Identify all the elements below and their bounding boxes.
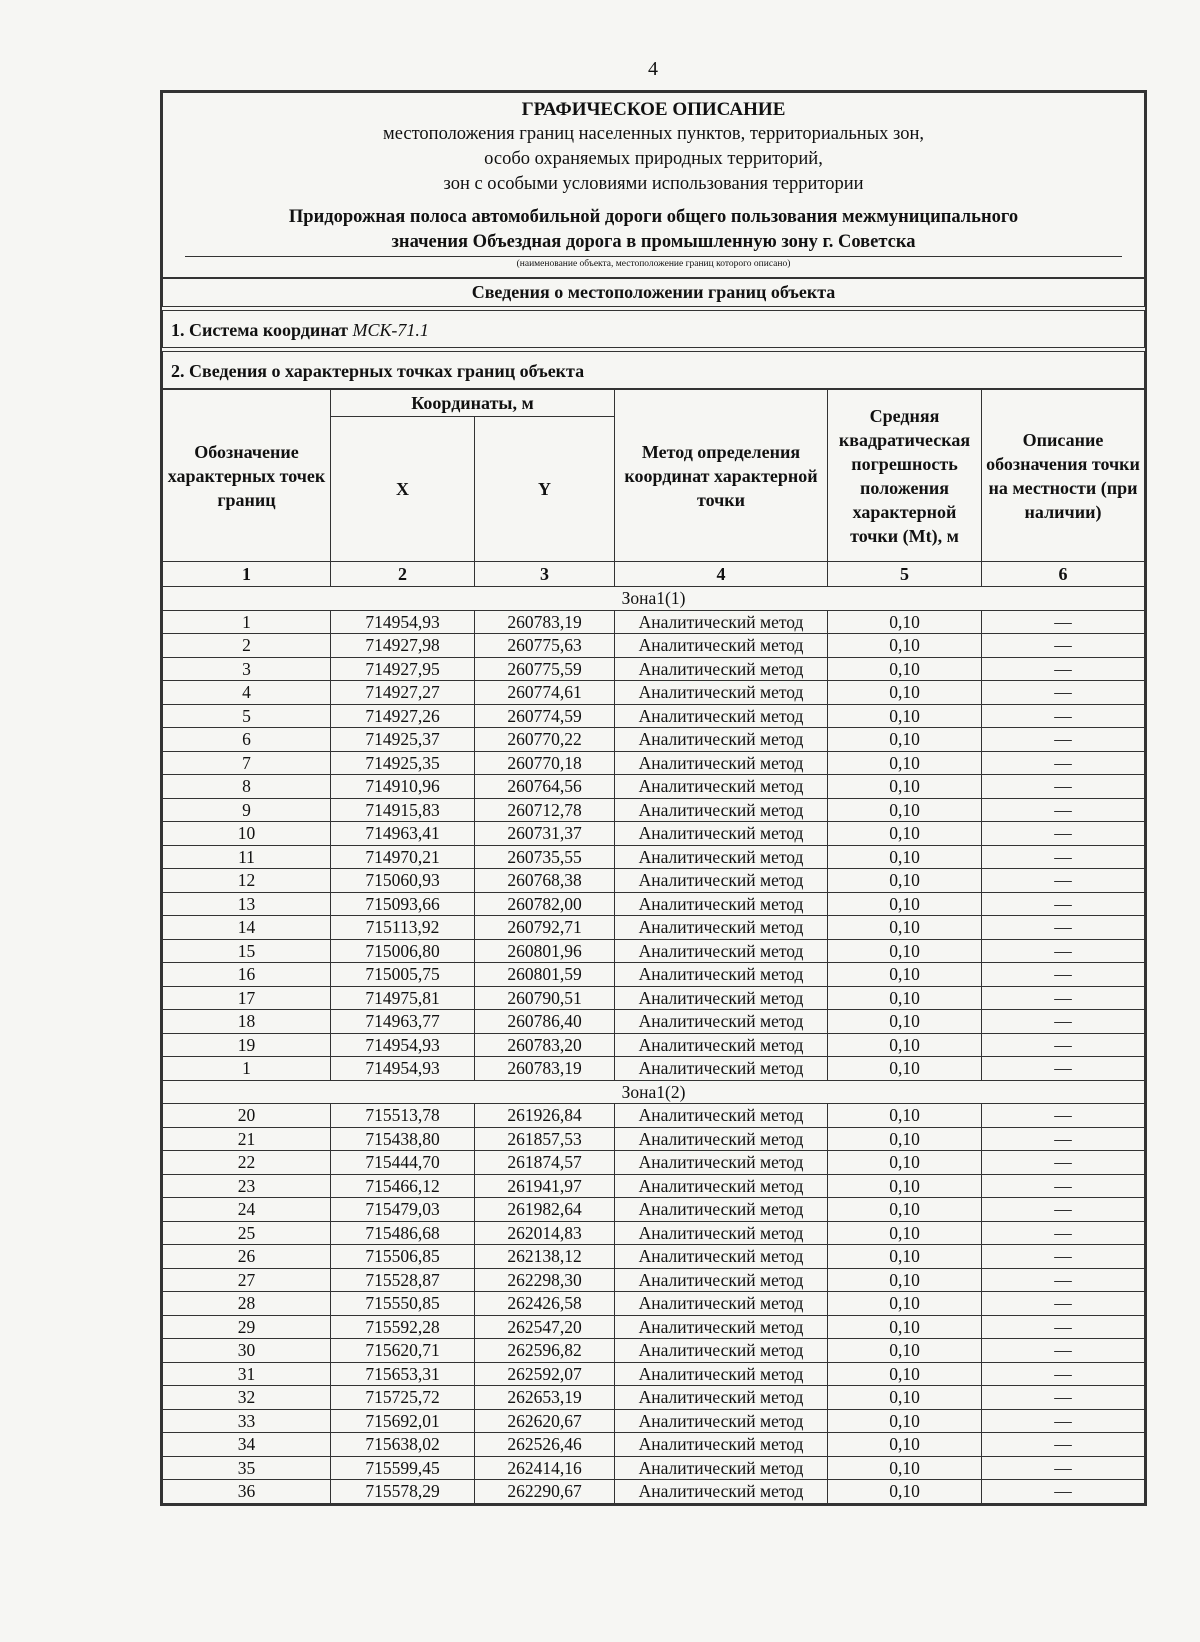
point-id-cell: 25 <box>163 1221 331 1245</box>
x-coordinate-cell: 715093,66 <box>331 892 475 916</box>
y-coordinate-cell: 260770,22 <box>475 728 615 752</box>
description-cell: — <box>982 845 1145 869</box>
header-description: Описание обозначения точки на местности (при наличии) <box>982 390 1145 562</box>
zone-row <box>163 587 1145 611</box>
y-coordinate-cell: 261941,97 <box>475 1174 615 1198</box>
accuracy-cell: 0,10 <box>828 963 982 987</box>
point-id-cell: 13 <box>163 892 331 916</box>
x-coordinate-cell: 715479,03 <box>331 1198 475 1222</box>
x-coordinate-cell: 715506,85 <box>331 1245 475 1269</box>
table-row <box>163 892 1145 916</box>
table-row <box>163 775 1145 799</box>
description-cell: — <box>982 1221 1145 1245</box>
method-cell: Аналитический метод <box>615 1362 828 1386</box>
method-cell: Аналитический метод <box>615 1292 828 1316</box>
table-row <box>163 1057 1145 1081</box>
accuracy-cell: 0,10 <box>828 1033 982 1057</box>
accuracy-cell: 0,10 <box>828 892 982 916</box>
point-id-cell: 31 <box>163 1362 331 1386</box>
table-row <box>163 1409 1145 1433</box>
x-coordinate-cell: 714954,93 <box>331 1057 475 1081</box>
description-cell: — <box>982 1174 1145 1198</box>
table-row <box>163 1480 1145 1504</box>
accuracy-cell: 0,10 <box>828 869 982 893</box>
table-row <box>163 1127 1145 1151</box>
x-coordinate-cell: 714910,96 <box>331 775 475 799</box>
y-coordinate-cell: 261926,84 <box>475 1104 615 1128</box>
accuracy-cell: 0,10 <box>828 845 982 869</box>
x-coordinate-cell: 715113,92 <box>331 916 475 940</box>
description-cell: — <box>982 681 1145 705</box>
accuracy-cell: 0,10 <box>828 1386 982 1410</box>
table-row <box>163 728 1145 752</box>
point-id-cell: 1 <box>163 1057 331 1081</box>
header-x: X <box>331 417 475 562</box>
coordinate-system-label: 1. Система координат <box>171 320 348 340</box>
table-row <box>163 986 1145 1010</box>
method-cell: Аналитический метод <box>615 1315 828 1339</box>
x-coordinate-cell: 715599,45 <box>331 1456 475 1480</box>
description-cell: — <box>982 1456 1145 1480</box>
y-coordinate-cell: 262298,30 <box>475 1268 615 1292</box>
point-id-cell: 14 <box>163 916 331 940</box>
method-cell: Аналитический метод <box>615 1033 828 1057</box>
description-cell: — <box>982 822 1145 846</box>
column-number: 2 <box>331 562 475 587</box>
accuracy-cell: 0,10 <box>828 1362 982 1386</box>
y-coordinate-cell: 260786,40 <box>475 1010 615 1034</box>
method-cell: Аналитический метод <box>615 704 828 728</box>
method-cell: Аналитический метод <box>615 1010 828 1034</box>
x-coordinate-cell: 714925,35 <box>331 751 475 775</box>
description-cell: — <box>982 939 1145 963</box>
point-id-cell: 7 <box>163 751 331 775</box>
description-cell: — <box>982 892 1145 916</box>
zone-label: Зона1(1) <box>163 587 1145 611</box>
x-coordinate-cell: 715638,02 <box>331 1433 475 1457</box>
method-cell: Аналитический метод <box>615 728 828 752</box>
table-row <box>163 916 1145 940</box>
y-coordinate-cell: 260801,59 <box>475 963 615 987</box>
description-cell: — <box>982 963 1145 987</box>
point-id-cell: 9 <box>163 798 331 822</box>
y-coordinate-cell: 260783,20 <box>475 1033 615 1057</box>
accuracy-cell: 0,10 <box>828 1480 982 1504</box>
y-coordinate-cell: 262014,83 <box>475 1221 615 1245</box>
description-cell: — <box>982 1315 1145 1339</box>
x-coordinate-cell: 715438,80 <box>331 1127 475 1151</box>
method-cell: Аналитический метод <box>615 892 828 916</box>
column-number-row <box>163 562 1145 587</box>
section-title: Сведения о местоположении границ объекта <box>162 278 1145 307</box>
accuracy-cell: 0,10 <box>828 1315 982 1339</box>
description-cell: — <box>982 1245 1145 1269</box>
table-row <box>163 869 1145 893</box>
point-id-cell: 28 <box>163 1292 331 1316</box>
y-coordinate-cell: 260801,96 <box>475 939 615 963</box>
table-row <box>163 963 1145 987</box>
document-header <box>162 92 1145 278</box>
accuracy-cell: 0,10 <box>828 728 982 752</box>
table-row <box>163 1456 1145 1480</box>
table-row <box>163 1198 1145 1222</box>
x-coordinate-cell: 715578,29 <box>331 1480 475 1504</box>
zone-label: Зона1(2) <box>163 1080 1145 1104</box>
method-cell: Аналитический метод <box>615 1480 828 1504</box>
method-cell: Аналитический метод <box>615 1104 828 1128</box>
method-cell: Аналитический метод <box>615 1174 828 1198</box>
y-coordinate-cell: 260770,18 <box>475 751 615 775</box>
accuracy-cell: 0,10 <box>828 1127 982 1151</box>
method-cell: Аналитический метод <box>615 1057 828 1081</box>
description-cell: — <box>982 657 1145 681</box>
table-row <box>163 1362 1145 1386</box>
method-cell: Аналитический метод <box>615 869 828 893</box>
column-number: 4 <box>615 562 828 587</box>
y-coordinate-cell: 260774,61 <box>475 681 615 705</box>
table-row <box>163 1221 1145 1245</box>
accuracy-cell: 0,10 <box>828 775 982 799</box>
document-frame <box>160 90 1147 1506</box>
table-row <box>163 1151 1145 1175</box>
accuracy-cell: 0,10 <box>828 1456 982 1480</box>
method-cell: Аналитический метод <box>615 634 828 658</box>
method-cell: Аналитический метод <box>615 1221 828 1245</box>
y-coordinate-cell: 260775,59 <box>475 657 615 681</box>
method-cell: Аналитический метод <box>615 916 828 940</box>
method-cell: Аналитический метод <box>615 1409 828 1433</box>
x-coordinate-cell: 714963,77 <box>331 1010 475 1034</box>
description-cell: — <box>982 1127 1145 1151</box>
description-cell: — <box>982 1362 1145 1386</box>
accuracy-cell: 0,10 <box>828 634 982 658</box>
x-coordinate-cell: 714954,93 <box>331 1033 475 1057</box>
table-row <box>163 681 1145 705</box>
description-cell: — <box>982 1268 1145 1292</box>
x-coordinate-cell: 715620,71 <box>331 1339 475 1363</box>
page-number: 4 <box>648 58 658 80</box>
method-cell: Аналитический метод <box>615 775 828 799</box>
method-cell: Аналитический метод <box>615 1456 828 1480</box>
method-cell: Аналитический метод <box>615 751 828 775</box>
x-coordinate-cell: 715592,28 <box>331 1315 475 1339</box>
description-cell: — <box>982 1057 1145 1081</box>
description-cell: — <box>982 1151 1145 1175</box>
column-number: 5 <box>828 562 982 587</box>
y-coordinate-cell: 262138,12 <box>475 1245 615 1269</box>
coordinate-system <box>162 310 1145 348</box>
x-coordinate-cell: 714963,41 <box>331 822 475 846</box>
accuracy-cell: 0,10 <box>828 1339 982 1363</box>
accuracy-cell: 0,10 <box>828 681 982 705</box>
point-id-cell: 11 <box>163 845 331 869</box>
x-coordinate-cell: 715550,85 <box>331 1292 475 1316</box>
y-coordinate-cell: 262414,16 <box>475 1456 615 1480</box>
x-coordinate-cell: 715528,87 <box>331 1268 475 1292</box>
table-row <box>163 751 1145 775</box>
method-cell: Аналитический метод <box>615 798 828 822</box>
point-id-cell: 8 <box>163 775 331 799</box>
point-id-cell: 1 <box>163 610 331 634</box>
x-coordinate-cell: 714954,93 <box>331 610 475 634</box>
y-coordinate-cell: 260792,71 <box>475 916 615 940</box>
object-name-line-2: значения Объездная дорога в промышленную зону г. Советска <box>391 232 916 252</box>
table-row <box>163 845 1145 869</box>
description-cell: — <box>982 1104 1145 1128</box>
method-cell: Аналитический метод <box>615 845 828 869</box>
point-id-cell: 3 <box>163 657 331 681</box>
table-body <box>163 562 1145 1504</box>
point-id-cell: 24 <box>163 1198 331 1222</box>
accuracy-cell: 0,10 <box>828 751 982 775</box>
y-coordinate-cell: 262526,46 <box>475 1433 615 1457</box>
description-cell: — <box>982 610 1145 634</box>
y-coordinate-cell: 261982,64 <box>475 1198 615 1222</box>
y-coordinate-cell: 260783,19 <box>475 610 615 634</box>
y-coordinate-cell: 262653,19 <box>475 1386 615 1410</box>
method-cell: Аналитический метод <box>615 1433 828 1457</box>
table-row <box>163 939 1145 963</box>
point-id-cell: 23 <box>163 1174 331 1198</box>
point-id-cell: 6 <box>163 728 331 752</box>
y-coordinate-cell: 260712,78 <box>475 798 615 822</box>
x-coordinate-cell: 715513,78 <box>331 1104 475 1128</box>
x-coordinate-cell: 714927,27 <box>331 681 475 705</box>
object-name-line-1: Придорожная полоса автомобильной дороги общего пользования межмуниципального <box>288 207 1019 227</box>
point-id-cell: 29 <box>163 1315 331 1339</box>
y-coordinate-cell: 260783,19 <box>475 1057 615 1081</box>
x-coordinate-cell: 715466,12 <box>331 1174 475 1198</box>
point-id-cell: 5 <box>163 704 331 728</box>
accuracy-cell: 0,10 <box>828 1245 982 1269</box>
point-id-cell: 35 <box>163 1456 331 1480</box>
description-cell: — <box>982 634 1145 658</box>
point-id-cell: 30 <box>163 1339 331 1363</box>
y-coordinate-cell: 260775,63 <box>475 634 615 658</box>
description-cell: — <box>982 1198 1145 1222</box>
accuracy-cell: 0,10 <box>828 1409 982 1433</box>
method-cell: Аналитический метод <box>615 1386 828 1410</box>
x-coordinate-cell: 714927,26 <box>331 704 475 728</box>
method-cell: Аналитический метод <box>615 1339 828 1363</box>
coordinate-system-value: МСК-71.1 <box>352 320 429 340</box>
method-cell: Аналитический метод <box>615 963 828 987</box>
description-cell: — <box>982 1386 1145 1410</box>
point-id-cell: 18 <box>163 1010 331 1034</box>
zone-row <box>163 1080 1145 1104</box>
description-cell: — <box>982 916 1145 940</box>
header-point: Обозначение характерных точек границ <box>163 390 331 562</box>
point-id-cell: 16 <box>163 963 331 987</box>
table-row <box>163 704 1145 728</box>
table-row <box>163 1245 1145 1269</box>
subtitle-line-3: зон с особыми условиями использования территории <box>443 174 864 194</box>
document-title: ГРАФИЧЕСКОЕ ОПИСАНИЕ <box>521 99 786 120</box>
description-cell: — <box>982 1480 1145 1504</box>
column-number: 1 <box>163 562 331 587</box>
table-row <box>163 1433 1145 1457</box>
table-row <box>163 1292 1145 1316</box>
accuracy-cell: 0,10 <box>828 1198 982 1222</box>
method-cell: Аналитический метод <box>615 1245 828 1269</box>
table-row <box>163 634 1145 658</box>
method-cell: Аналитический метод <box>615 657 828 681</box>
point-id-cell: 32 <box>163 1386 331 1410</box>
point-id-cell: 33 <box>163 1409 331 1433</box>
x-coordinate-cell: 715006,80 <box>331 939 475 963</box>
description-cell: — <box>982 798 1145 822</box>
accuracy-cell: 0,10 <box>828 1268 982 1292</box>
method-cell: Аналитический метод <box>615 822 828 846</box>
accuracy-cell: 0,10 <box>828 1174 982 1198</box>
points-table <box>162 389 1145 1504</box>
description-cell: — <box>982 751 1145 775</box>
y-coordinate-cell: 261874,57 <box>475 1151 615 1175</box>
point-id-cell: 21 <box>163 1127 331 1151</box>
description-cell: — <box>982 1033 1145 1057</box>
x-coordinate-cell: 715725,72 <box>331 1386 475 1410</box>
x-coordinate-cell: 714970,21 <box>331 845 475 869</box>
y-coordinate-cell: 262620,67 <box>475 1409 615 1433</box>
y-coordinate-cell: 260735,55 <box>475 845 615 869</box>
point-id-cell: 17 <box>163 986 331 1010</box>
accuracy-cell: 0,10 <box>828 1104 982 1128</box>
point-id-cell: 19 <box>163 1033 331 1057</box>
table-row <box>163 1386 1145 1410</box>
y-coordinate-cell: 262592,07 <box>475 1362 615 1386</box>
y-coordinate-cell: 260731,37 <box>475 822 615 846</box>
column-number: 6 <box>982 562 1145 587</box>
accuracy-cell: 0,10 <box>828 1057 982 1081</box>
description-cell: — <box>982 986 1145 1010</box>
x-coordinate-cell: 714927,95 <box>331 657 475 681</box>
point-id-cell: 10 <box>163 822 331 846</box>
table-row <box>163 1315 1145 1339</box>
object-name-note: (наименование объекта, местоположение границ которого описано) <box>516 259 791 269</box>
x-coordinate-cell: 714925,37 <box>331 728 475 752</box>
description-cell: — <box>982 1433 1145 1457</box>
x-coordinate-cell: 715692,01 <box>331 1409 475 1433</box>
x-coordinate-cell: 715005,75 <box>331 963 475 987</box>
method-cell: Аналитический метод <box>615 1268 828 1292</box>
point-id-cell: 15 <box>163 939 331 963</box>
description-cell: — <box>982 1292 1145 1316</box>
table-row <box>163 1010 1145 1034</box>
accuracy-cell: 0,10 <box>828 610 982 634</box>
accuracy-cell: 0,10 <box>828 704 982 728</box>
y-coordinate-cell: 262426,58 <box>475 1292 615 1316</box>
header-coords: Координаты, м <box>331 390 615 417</box>
point-id-cell: 34 <box>163 1433 331 1457</box>
description-cell: — <box>982 775 1145 799</box>
table-row <box>163 610 1145 634</box>
table-row <box>163 1268 1145 1292</box>
x-coordinate-cell: 715444,70 <box>331 1151 475 1175</box>
description-cell: — <box>982 869 1145 893</box>
method-cell: Аналитический метод <box>615 1127 828 1151</box>
description-cell: — <box>982 704 1145 728</box>
method-cell: Аналитический метод <box>615 939 828 963</box>
y-coordinate-cell: 262290,67 <box>475 1480 615 1504</box>
table-row <box>163 822 1145 846</box>
point-id-cell: 12 <box>163 869 331 893</box>
point-id-cell: 2 <box>163 634 331 658</box>
subtitle-line-1: местоположения границ населенных пунктов, территориальных зон, <box>382 124 924 144</box>
subtitle-line-2: особо охраняемых природных территорий, <box>484 149 823 169</box>
header-accuracy: Средняя квадратическая погрешность положения характерной точки (Mt), м <box>828 390 982 562</box>
method-cell: Аналитический метод <box>615 986 828 1010</box>
accuracy-cell: 0,10 <box>828 798 982 822</box>
y-coordinate-cell: 262547,20 <box>475 1315 615 1339</box>
table-row <box>163 1174 1145 1198</box>
x-coordinate-cell: 715653,31 <box>331 1362 475 1386</box>
accuracy-cell: 0,10 <box>828 1292 982 1316</box>
x-coordinate-cell: 714975,81 <box>331 986 475 1010</box>
y-coordinate-cell: 260790,51 <box>475 986 615 1010</box>
column-number: 3 <box>475 562 615 587</box>
table-row <box>163 1339 1145 1363</box>
accuracy-cell: 0,10 <box>828 986 982 1010</box>
point-id-cell: 20 <box>163 1104 331 1128</box>
point-id-cell: 4 <box>163 681 331 705</box>
y-coordinate-cell: 262596,82 <box>475 1339 615 1363</box>
description-cell: — <box>982 1010 1145 1034</box>
table-header <box>163 390 1145 562</box>
accuracy-cell: 0,10 <box>828 1151 982 1175</box>
accuracy-cell: 0,10 <box>828 939 982 963</box>
y-coordinate-cell: 260774,59 <box>475 704 615 728</box>
table-row <box>163 798 1145 822</box>
points-title: 2. Сведения о характерных точках границ объекта <box>162 351 1145 389</box>
x-coordinate-cell: 715060,93 <box>331 869 475 893</box>
x-coordinate-cell: 714915,83 <box>331 798 475 822</box>
method-cell: Аналитический метод <box>615 610 828 634</box>
accuracy-cell: 0,10 <box>828 1221 982 1245</box>
y-coordinate-cell: 260768,38 <box>475 869 615 893</box>
accuracy-cell: 0,10 <box>828 1010 982 1034</box>
description-cell: — <box>982 1409 1145 1433</box>
accuracy-cell: 0,10 <box>828 1433 982 1457</box>
y-coordinate-cell: 260764,56 <box>475 775 615 799</box>
accuracy-cell: 0,10 <box>828 916 982 940</box>
description-cell: — <box>982 1339 1145 1363</box>
point-id-cell: 26 <box>163 1245 331 1269</box>
header-y: Y <box>475 417 615 562</box>
method-cell: Аналитический метод <box>615 681 828 705</box>
point-id-cell: 36 <box>163 1480 331 1504</box>
method-cell: Аналитический метод <box>615 1198 828 1222</box>
header-method: Метод определения координат характерной точки <box>615 390 828 562</box>
accuracy-cell: 0,10 <box>828 822 982 846</box>
x-coordinate-cell: 715486,68 <box>331 1221 475 1245</box>
accuracy-cell: 0,10 <box>828 657 982 681</box>
description-cell: — <box>982 728 1145 752</box>
y-coordinate-cell: 260782,00 <box>475 892 615 916</box>
point-id-cell: 27 <box>163 1268 331 1292</box>
point-id-cell: 22 <box>163 1151 331 1175</box>
y-coordinate-cell: 261857,53 <box>475 1127 615 1151</box>
table-row <box>163 1033 1145 1057</box>
x-coordinate-cell: 714927,98 <box>331 634 475 658</box>
table-row <box>163 1104 1145 1128</box>
method-cell: Аналитический метод <box>615 1151 828 1175</box>
table-row <box>163 657 1145 681</box>
